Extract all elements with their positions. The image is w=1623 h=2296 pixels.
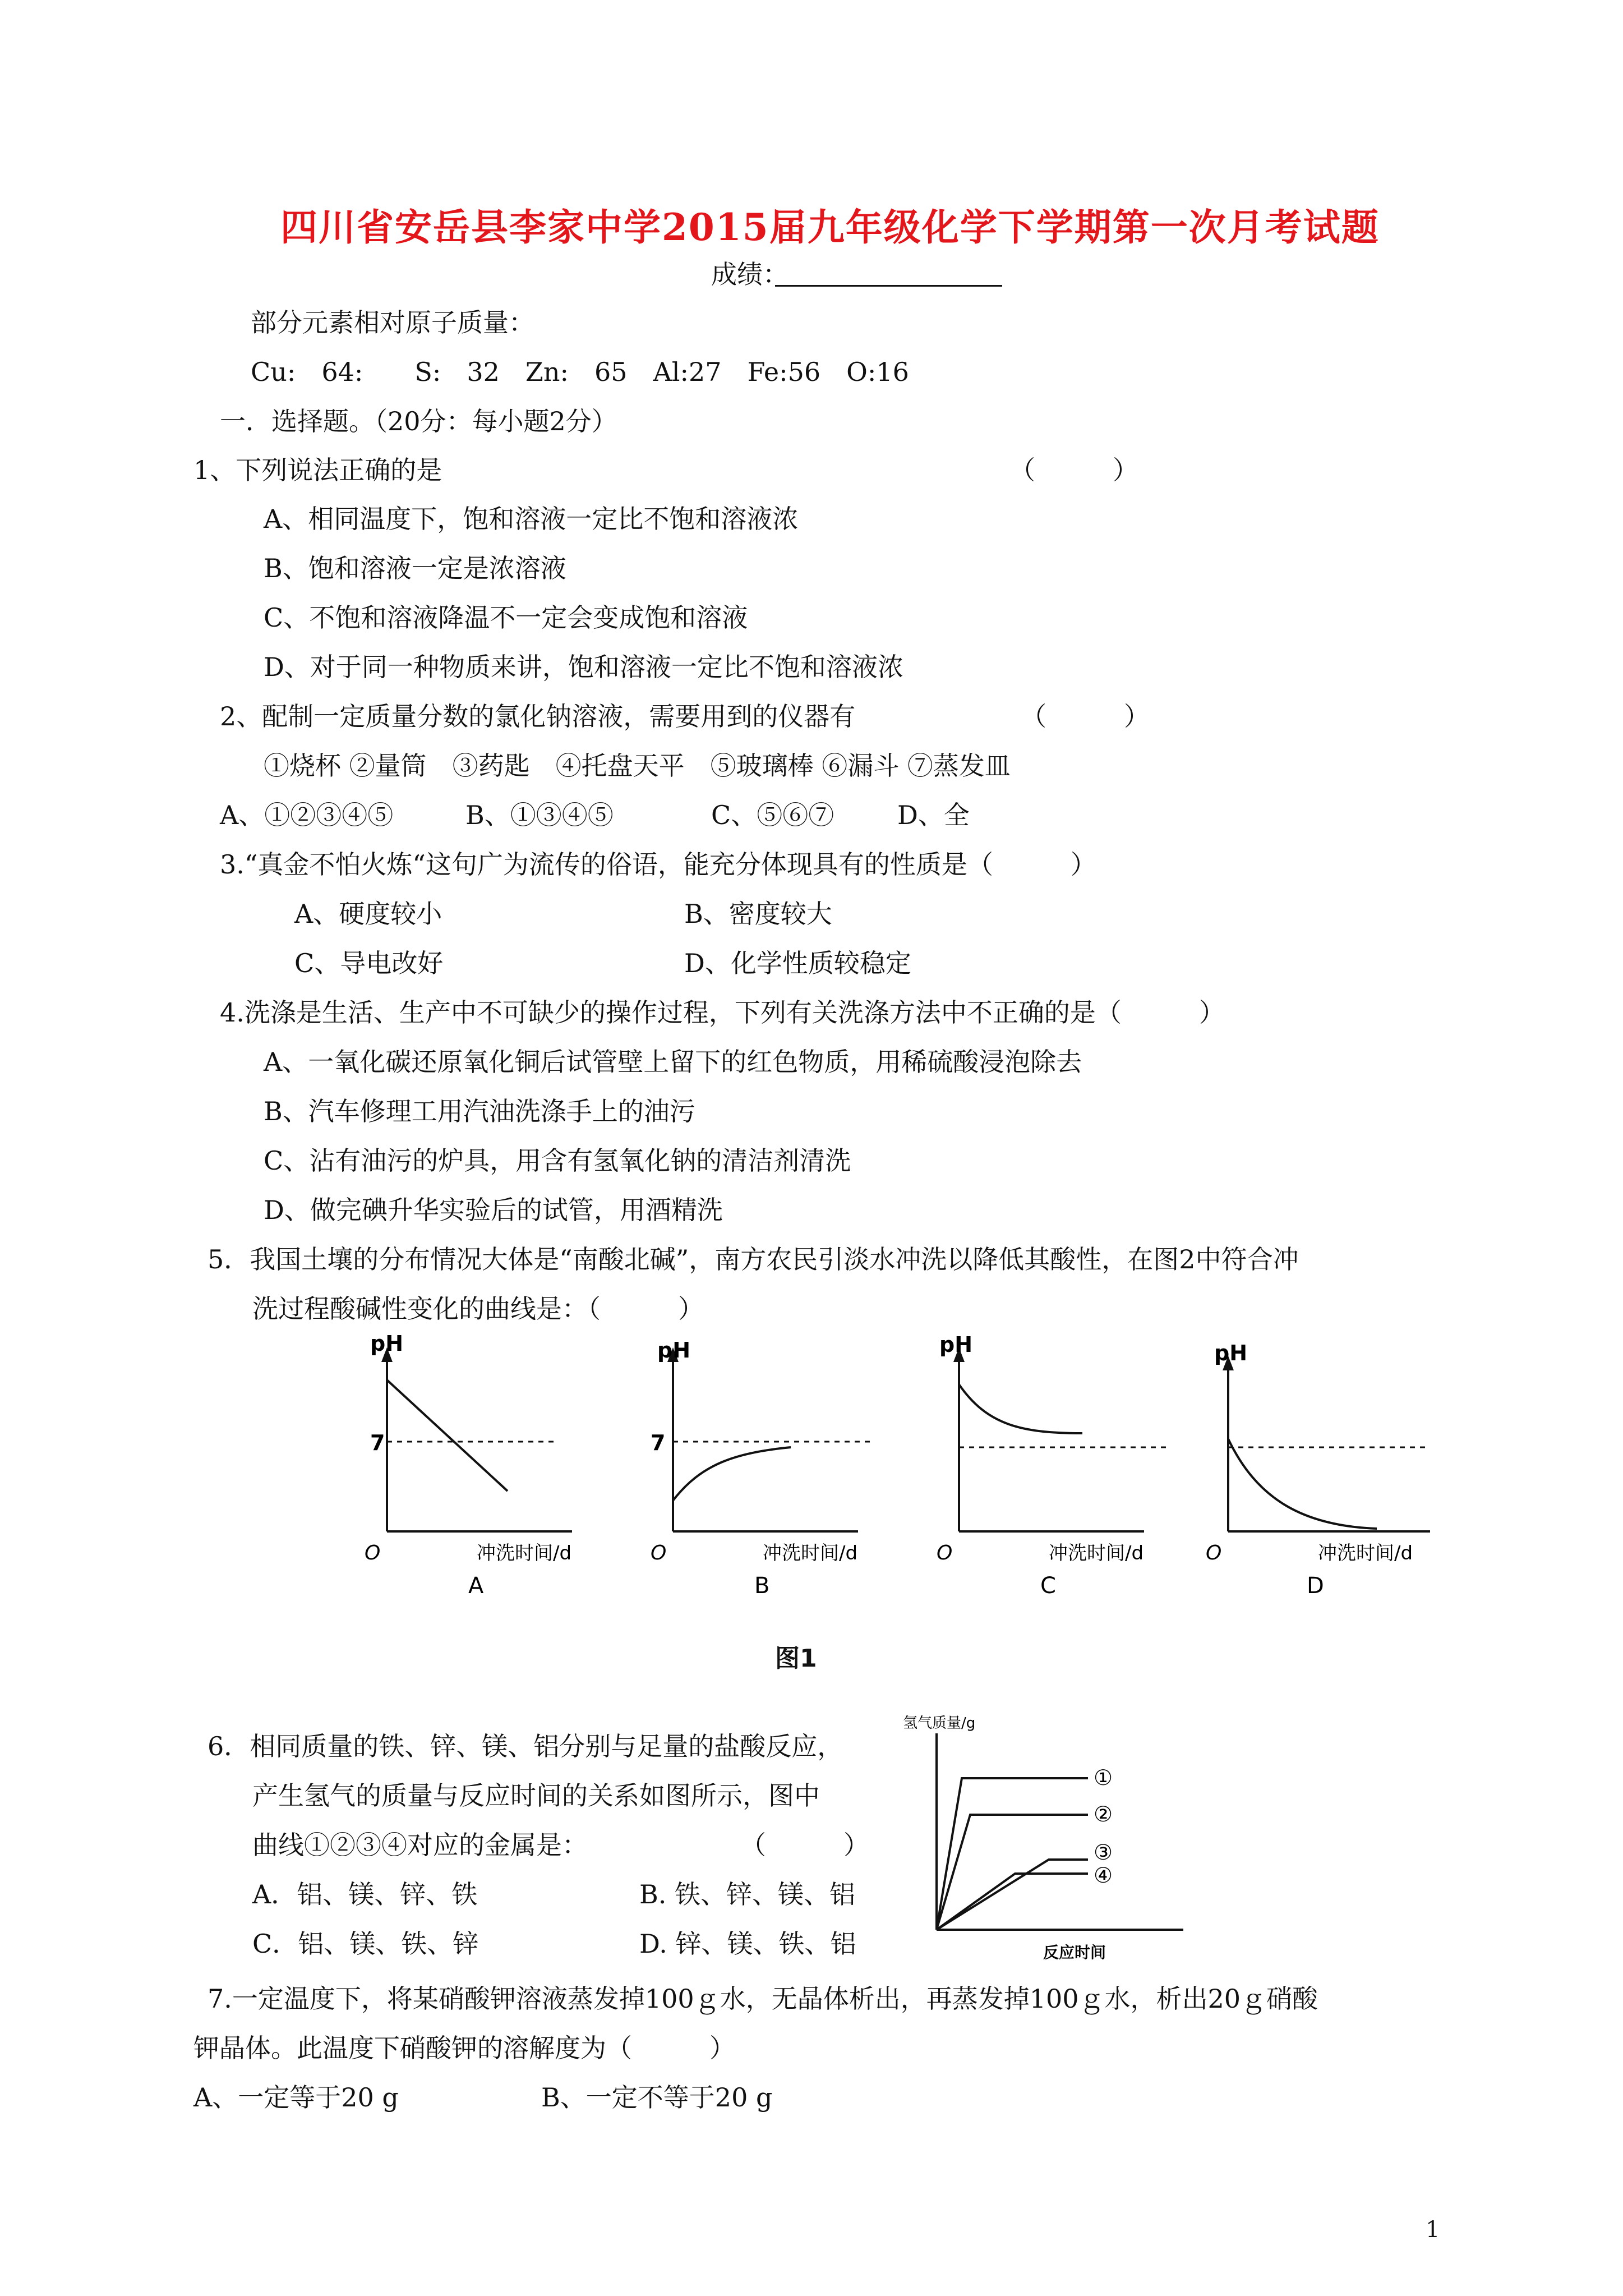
q1-option-a: A、相同温度下，饱和溶液一定比不饱和溶液浓: [264, 504, 799, 534]
q4-option-b: B、汽车修理工用汽油洗涤手上的油污: [264, 1096, 695, 1126]
q2-option-b: B、①③④⑤: [465, 800, 614, 830]
q6-option-c: C．铝、镁、铁、锌: [252, 1929, 479, 1959]
curve-3: [937, 1860, 1088, 1930]
ph-curve: [1228, 1439, 1377, 1529]
q6-stem-line1: 6．相同质量的铁、锌、镁、铝分别与足量的盐酸反应，: [208, 1731, 843, 1761]
panel-label: B: [754, 1573, 770, 1599]
q6-option-a: A．铝、镁、锌、铁: [252, 1879, 478, 1910]
score-blank[interactable]: [775, 285, 1002, 287]
q5-stem-line2: 洗过程酸碱性变化的曲线是：（ ）: [252, 1294, 704, 1324]
q7-stem-line1: 7.一定温度下，将某硝酸钾溶液蒸发掉100ｇ水，无晶体析出，再蒸发掉100ｇ水，析出20ｇ硝酸: [208, 1984, 1318, 2014]
q4-option-a: A、一氧化碳还原氧化铜后试管壁上留下的红色物质，用稀硫酸浸泡除去: [264, 1047, 1082, 1077]
q2-answer-bracket[interactable]: （ ）: [1021, 701, 1150, 731]
q2-stem: 2、配制一定质量分数的氯化钠溶液，需要用到的仪器有: [220, 701, 856, 731]
curve-2-label: ②: [1094, 1802, 1113, 1826]
q4-option-d: D、做完碘升华实验后的试管，用酒精洗: [264, 1195, 723, 1225]
ph-curve: [387, 1380, 508, 1491]
hydrogen-graph: [903, 1717, 1211, 1975]
q3-stem: 3.“真金不怕火炼“这句广为流传的俗语，能充分体现具有的性质是（ ）: [220, 849, 1096, 880]
q2-option-d: D、全: [897, 800, 970, 830]
seven-label: 7: [370, 1430, 385, 1455]
x-axis-label: 冲洗时间/d: [1049, 1542, 1144, 1565]
seven-label: 7: [651, 1430, 666, 1455]
y-axis-label: pH: [1214, 1341, 1248, 1365]
q7-stem-line2: 钾晶体。此温度下硝酸钾的溶解度为（ ）: [193, 2033, 735, 2063]
y-axis-label: 氢气质量/g: [903, 1715, 976, 1732]
ph-graph-d: [1206, 1335, 1464, 1599]
q5-stem-line1: 5．我国土壤的分布情况大体是“南酸北碱”，南方农民引淡水冲洗以降低其酸性，在图2中符合冲: [208, 1244, 1299, 1274]
section-heading: 一．选择题。（20分：每小题2分）: [220, 406, 617, 436]
ph-graph-a: [348, 1331, 606, 1599]
q2-option-c: C、⑤⑥⑦: [711, 800, 834, 830]
y-axis-label: pH: [657, 1338, 691, 1363]
q1-option-c: C、不饱和溶液降温不一定会变成饱和溶液: [264, 602, 748, 633]
q4-option-c: C、沾有油污的炉具，用含有氢氧化钠的清洁剂清洗: [264, 1145, 851, 1176]
x-axis-label: 冲洗时间/d: [477, 1542, 572, 1565]
x-axis-label: 冲洗时间/d: [1318, 1542, 1413, 1565]
ph-curve: [959, 1384, 1082, 1433]
atomic-mass-list: Cu: 64: S: 32 Zn: 65 Al:27 Fe:56 O:16: [251, 357, 909, 387]
q1-answer-bracket[interactable]: （ ）: [1009, 455, 1138, 485]
q6-option-d: D. 锌、镁、铁、铝: [639, 1929, 856, 1959]
origin-label: O: [937, 1542, 953, 1565]
q3-option-b: B、密度较大: [684, 899, 832, 929]
panel-label: D: [1307, 1573, 1324, 1599]
origin-label: O: [651, 1542, 667, 1565]
x-axis-label: 冲洗时间/d: [763, 1542, 858, 1565]
origin-label: O: [365, 1542, 381, 1565]
panel-label: A: [468, 1573, 484, 1599]
q1-stem: 1、下列说法正确的是: [193, 455, 442, 485]
q4-stem: 4.洗涤是生活、生产中不可缺少的操作过程，下列有关洗涤方法中不正确的是（ ）: [220, 997, 1225, 1028]
ph-graph-b: [634, 1335, 892, 1599]
score-label: 成绩：: [711, 259, 789, 289]
y-axis-label: pH: [939, 1332, 973, 1357]
q6-stem-line2: 产生氢气的质量与反应时间的关系如图所示，图中: [252, 1780, 820, 1811]
q7-option-b: B、一定不等于20 g: [541, 2082, 773, 2113]
atomic-mass-heading: 部分元素相对原子质量：: [251, 307, 534, 338]
q3-option-a: A、硬度较小: [294, 899, 442, 929]
q1-option-b: B、饱和溶液一定是浓溶液: [264, 553, 566, 583]
ph-curve: [673, 1447, 791, 1501]
curve-4-label: ④: [1094, 1863, 1113, 1888]
q3-option-c: C、导电改好: [294, 948, 444, 978]
q7-option-a: A、一定等于20 g: [193, 2082, 399, 2113]
page-title: 四川省安岳县李家中学2015届九年级化学下学期第一次月考试题: [280, 205, 1380, 249]
ph-graph-c: [920, 1332, 1178, 1599]
q6-stem-line3: 曲线①②③④对应的金属是：: [252, 1830, 588, 1860]
q2-option-a: A、①②③④⑤: [220, 800, 394, 830]
q2-items: ①烧杯 ②量筒 ③药匙 ④托盘天平 ⑤玻璃棒 ⑥漏斗 ⑦蒸发皿: [264, 751, 1011, 781]
y-axis-label: pH: [370, 1331, 404, 1356]
q1-option-d: D、对于同一种物质来讲，饱和溶液一定比不饱和溶液浓: [264, 652, 903, 682]
q6-option-b: B. 铁、锌、镁、铝: [639, 1879, 856, 1910]
curve-3-label: ③: [1094, 1840, 1113, 1865]
q6-answer-bracket[interactable]: （ ）: [740, 1830, 869, 1860]
page-number: 1: [1426, 2217, 1440, 2243]
curve-1-label: ①: [1094, 1765, 1113, 1790]
origin-label: O: [1206, 1542, 1222, 1565]
figure-caption: 图1: [775, 1644, 817, 1673]
q3-option-d: D、化学性质较稳定: [684, 948, 911, 978]
panel-label: C: [1040, 1573, 1056, 1599]
x-axis-label: 反应时间: [1043, 1943, 1106, 1962]
